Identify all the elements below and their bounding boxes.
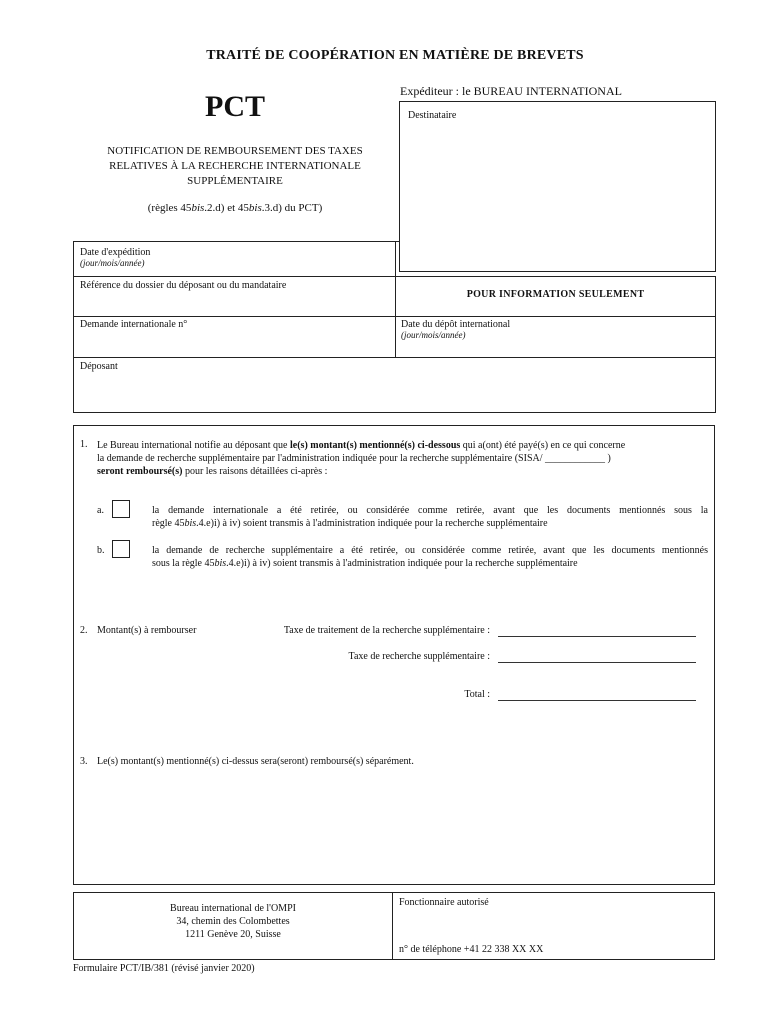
treaty-title: TRAITÉ DE COOPÉRATION EN MATIÈRE DE BREVETS: [206, 48, 584, 63]
section-3-number: 3.: [80, 756, 88, 767]
application-number-field[interactable]: [74, 317, 394, 356]
sender-label: Expéditeur : le BUREAU INTERNATIONAL: [400, 84, 622, 98]
section-1-text-c: pour les raisons détaillées ci-après :: [182, 466, 328, 477]
section-1-line-2: la demande de recherche supplémentaire par l'administration indiquée pour la recherche supplémentaire (SISA/ ____________ ): [97, 453, 611, 464]
search-fee-label: Taxe de recherche supplémentaire :: [348, 651, 490, 662]
applicant-label: Déposant: [80, 361, 118, 372]
office-address-line-2: 34, chemin des Colombettes: [176, 916, 290, 927]
filing-date-field[interactable]: [396, 317, 714, 356]
section-2-label: Montant(s) à rembourser: [97, 625, 197, 636]
option-a-line-2-pre: règle 45: [152, 518, 185, 529]
processing-fee-input[interactable]: [498, 636, 696, 637]
recipient-box[interactable]: [399, 101, 716, 272]
option-a-line-2-post: .4.e)i) à iv) soient transmis à l'administration indiquée pour la recherche supplémentaire: [196, 518, 548, 529]
processing-fee-label: Taxe de traitement de la recherche supplémentaire :: [283, 625, 490, 636]
notification-title: [60, 144, 410, 189]
filing-date-format: (jour/mois/année): [401, 330, 466, 340]
section-2-number: 2.: [80, 625, 88, 636]
option-a-letter: a.: [97, 505, 104, 516]
rules-mid: .2.d) et 45: [204, 202, 249, 214]
option-b-checkbox[interactable]: [112, 540, 130, 558]
rules-bis-1: bis: [191, 202, 205, 214]
applicant-field[interactable]: [74, 358, 714, 411]
option-a-line-2-bis: bis: [184, 518, 197, 529]
rules-bis-2: bis: [248, 202, 262, 214]
mailing-date-label: Date d'expédition: [80, 247, 151, 258]
section-1-bold-2: seront remboursé(s): [97, 466, 183, 477]
rules-post: .3.d) du PCT): [261, 202, 323, 214]
mailing-date-field[interactable]: [74, 242, 394, 275]
office-address-line-1: Bureau international de l'OMPI: [170, 903, 296, 914]
option-b-line-2-post: .4.e)i) à iv) soient transmis à l'administration indiquée pour la recherche supplémentaire: [226, 558, 578, 569]
notification-title-line-2: RELATIVES À LA RECHERCHE INTERNATIONALE: [109, 160, 361, 172]
option-a-line-1: la demande internationale a été retirée, ou considérée comme retirée, avant que les documents mentionnés sous la: [152, 505, 708, 516]
application-number-label: Demande internationale n°: [80, 319, 188, 330]
filing-date-label: Date du dépôt international: [401, 319, 511, 330]
option-b-line-2-pre: sous la règle 45: [152, 558, 215, 569]
form-identifier: Formulaire PCT/IB/381 (révisé janvier 2020): [73, 963, 255, 974]
notification-title-line-1: NOTIFICATION DE REMBOURSEMENT DES TAXES: [107, 145, 363, 157]
total-label: Total :: [464, 689, 490, 700]
office-address-line-3: 1211 Genève 20, Suisse: [185, 929, 281, 940]
pct-logo: PCT: [205, 90, 265, 123]
search-fee-input[interactable]: [498, 662, 696, 663]
authorized-officer-label: Fonctionnaire autorisé: [399, 897, 489, 908]
option-a-checkbox[interactable]: [112, 500, 130, 518]
option-b-line-2-bis: bis: [214, 558, 227, 569]
section-1-bold-1: le(s) montant(s) mentionné(s) ci-dessous: [290, 440, 461, 451]
notification-title-line-3: SUPPLÉMENTAIRE: [187, 175, 283, 187]
recipient-label: Destinataire: [408, 110, 457, 121]
total-input[interactable]: [498, 700, 696, 701]
section-1-text-b: qui a(ont) été payé(s) en ce qui concerne: [460, 440, 626, 451]
for-information-only: POUR INFORMATION SEULEMENT: [466, 289, 645, 300]
office-address: [74, 902, 392, 941]
section-3-text: Le(s) montant(s) mentionné(s) ci-dessus sera(seront) remboursé(s) séparément.: [97, 756, 414, 767]
option-b-letter: b.: [97, 545, 105, 556]
section-1-text: [97, 439, 709, 478]
option-b-text: [152, 544, 708, 570]
rules-reference: [60, 202, 410, 214]
option-b-line-1: la demande de recherche supplémentaire a été retirée, ou considérée comme retirée, avant que les documents mentionnés: [152, 545, 708, 556]
telephone-number: n° de téléphone +41 22 338 XX XX: [399, 944, 544, 955]
section-1-number: 1.: [80, 439, 88, 450]
rules-pre: (règles 45: [147, 202, 192, 214]
mailing-date-format: (jour/mois/année): [80, 258, 145, 268]
file-reference-field[interactable]: [74, 277, 394, 315]
section-1-text-a: Le Bureau international notifie au déposant que: [97, 440, 290, 451]
option-a-text: [152, 504, 708, 530]
file-reference-label: Référence du dossier du déposant ou du mandataire: [80, 280, 287, 291]
